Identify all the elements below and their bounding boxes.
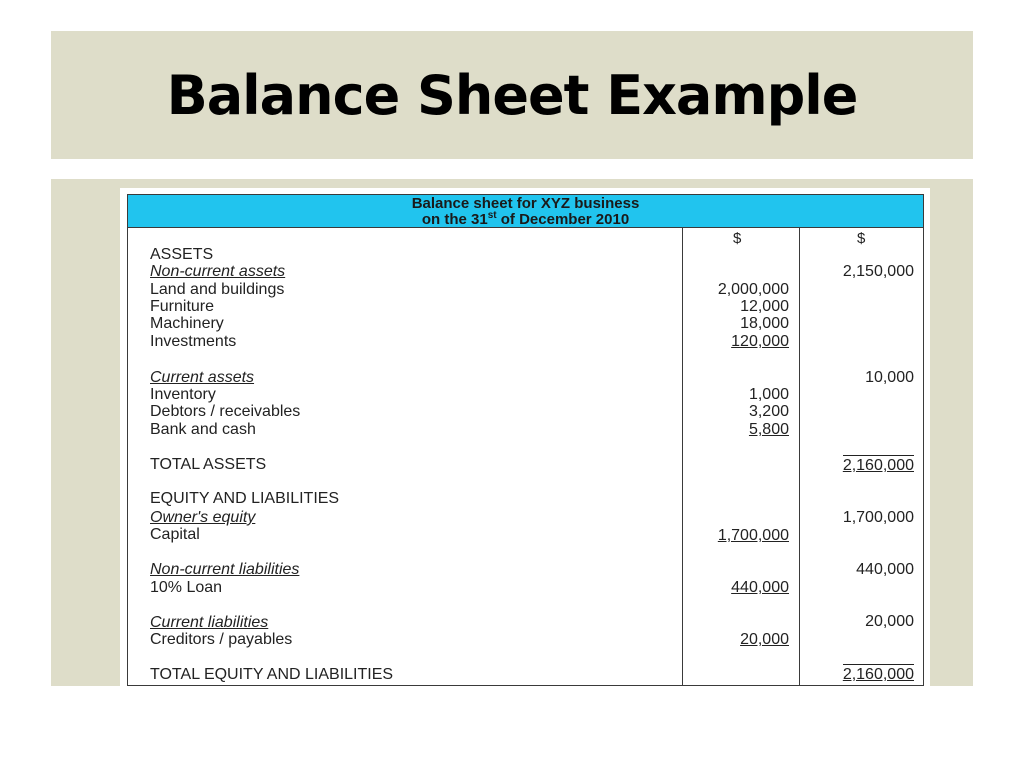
- current-liabilities-total: 20,000: [865, 613, 914, 630]
- line-item-label: Inventory: [150, 386, 216, 403]
- title-band: [51, 31, 973, 159]
- column-divider-1: [682, 228, 683, 686]
- line-item-amount: 440,000: [731, 579, 789, 596]
- line-item-label: 10% Loan: [150, 579, 223, 596]
- total-assets-label: TOTAL ASSETS: [150, 456, 267, 473]
- owners-equity-total: 1,700,000: [842, 509, 914, 526]
- line-item-amount: 12,000: [740, 298, 789, 315]
- line-item-amount: 20,000: [740, 631, 789, 648]
- line-item-amount: 18,000: [740, 315, 789, 332]
- owners-equity-label: Owner's equity: [150, 509, 256, 526]
- line-item-amount: 2,000,000: [717, 281, 789, 298]
- balance-sheet-image: [120, 188, 930, 686]
- current-assets-label: Current assets: [150, 369, 255, 386]
- line-item-amount: 1,000: [748, 386, 789, 403]
- column-2-currency: $: [857, 230, 866, 247]
- line-item-amount: 1,700,000: [717, 527, 789, 544]
- line-item-amount: 3,200: [748, 403, 789, 420]
- line-item-label: Investments: [150, 333, 237, 350]
- line-item-label: Furniture: [150, 298, 215, 315]
- line-item-label: Machinery: [150, 315, 224, 332]
- header-line-2: on the 31st of December 2010: [421, 210, 630, 228]
- line-item-amount: 120,000: [731, 333, 789, 350]
- current-assets-total: 10,000: [865, 369, 914, 386]
- non-current-assets-label: Non-current assets: [150, 263, 286, 280]
- slide-title: Balance Sheet Example: [166, 63, 858, 127]
- total-assets-amount: 2,160,000: [842, 457, 914, 474]
- current-liabilities-label: Current liabilities: [150, 614, 269, 631]
- header-line-1: Balance sheet for XYZ business: [411, 195, 640, 212]
- line-item-label: Debtors / receivables: [150, 403, 301, 420]
- line-item-amount: 5,800: [748, 421, 789, 438]
- column-1-currency: $: [733, 230, 742, 247]
- total-equity-liabilities-label: TOTAL EQUITY AND LIABILITIES: [150, 666, 394, 683]
- line-item-label: Creditors / payables: [150, 631, 293, 648]
- equity-liabilities-heading: EQUITY AND LIABILITIES: [150, 490, 340, 507]
- balance-sheet-header: [127, 194, 924, 228]
- column-divider-2: [799, 228, 800, 686]
- non-current-liabilities-total: 440,000: [856, 561, 914, 578]
- non-current-liabilities-label: Non-current liabilities: [150, 561, 300, 578]
- total-equity-liabilities-amount: 2,160,000: [842, 666, 914, 683]
- assets-heading: ASSETS: [150, 246, 214, 263]
- line-item-label: Bank and cash: [150, 421, 256, 438]
- line-item-label: Land and buildings: [150, 281, 285, 298]
- non-current-assets-total: 2,150,000: [842, 263, 914, 280]
- line-item-label: Capital: [150, 526, 200, 543]
